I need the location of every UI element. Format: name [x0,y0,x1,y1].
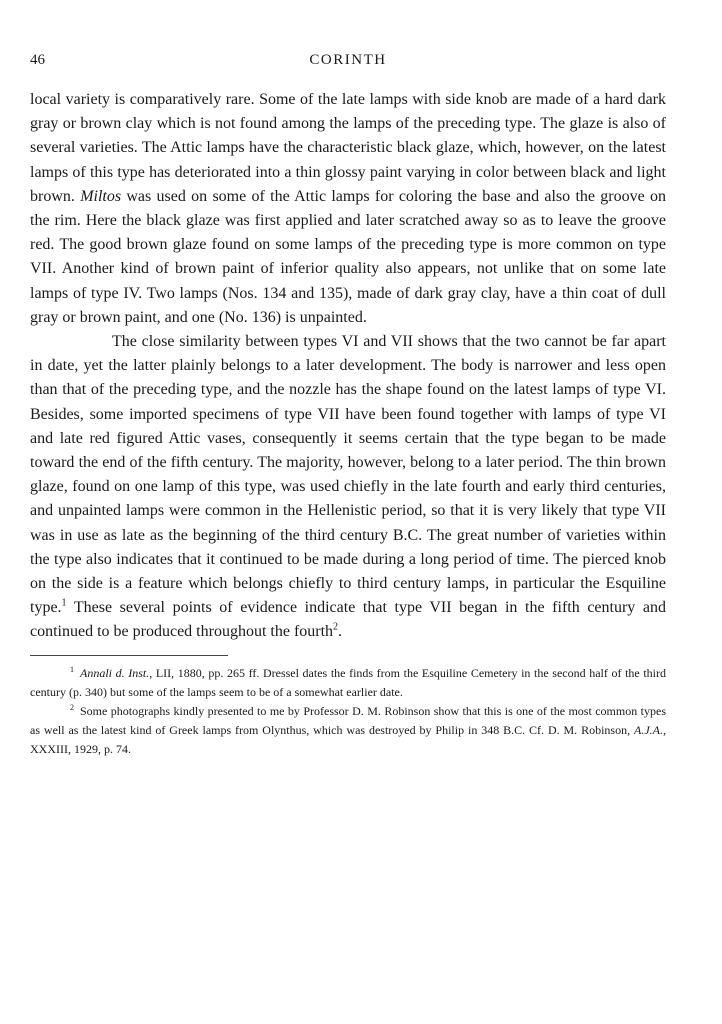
paragraph-2 [30,330,666,645]
paragraph-2-text-b: These several points of evidence indicate that type VII began in the fifth century and continued to be produced throughout the fourth [30,599,666,641]
body-text [30,88,666,645]
footnote-1-text: , LII, 1880, pp. 265 ff. Dressel dates the finds from the Esquiline Cemetery in the second half of the third century (p. 340) but some of the lamps seem to be of a somewhat earlier date. [30,665,667,699]
paragraph-1-text-b: was used on some of the Attic lamps for coloring the base and also the groove on the rim. Here the black glaze was first applied and later scratched away so as to leave the groove red. The good brown glaze found on some lamps of the preceding type is more common on type VII. Another kind of brown paint of inferior quality also appears, not unlike that on some late lamps of type IV. Two lamps (Nos. 134 and 135), made of dark gray clay, have a thin coat of dull gray or brown paint, and one (No. 136) is unpainted. [30,187,666,326]
footnote-1-mark: 1 [70,664,74,674]
footnote-1 [30,664,666,702]
running-title: CORINTH [309,52,387,68]
paragraph-1-text-a: local variety is comparatively rare. Some of the late lamps with side knob are made of a hard dark gray or brown clay which is not found among the lamps of the preceding type. The glaze is also of several varieties. The Attic lamps have the characteristic black glaze, which, however, on the latest lamps of this type has deteriorated into a thin glossy paint varying in color between black and light brown. [30,91,666,205]
paragraph-2-text-a: The close similarity between types VI and VII shows that the two cannot be far apart in date, yet the latter plainly belongs to a later development. The body is narrower and less open than that of the preceding type, and the nozzle has the shape found on the latest lamps of type VI. Besides, some imported specimens of type VII have been found together with lamps of type VI and late red figured Attic vases, consequently it seems certain that the type began to be made toward the end of the fifth century. The majority, however, belong to a later period. The thin brown glaze, found on one lamp of this type, was used chiefly in the late fourth and early third centuries, and unpainted lamps were common in the Hellenistic period, so that it is very likely that type VII was in use as late as the beginning of the third century B.C. The great number of varieties within the type also indicates that it continued to be made during a long period of time. The pierced knob on the side is a feature which belongs chiefly to third century lamps, in particular the Esquiline type. [30,333,666,617]
running-head [30,52,666,82]
footnotes [30,664,666,759]
miltos-term: Miltos [80,187,122,205]
footnote-2 [30,702,666,759]
footnote-divider [30,655,228,656]
footnote-2-text-b: , XXXIII, 1929, p. 74. [30,722,666,756]
paragraph-2-text-c: . [338,623,343,641]
footnote-ref-2[interactable]: 2 [333,622,339,634]
footnote-2-mark: 2 [70,702,74,712]
footnote-2-text-a: Some photographs kindly presented to me by Professor D. M. Robinson show that this is one of the most common types as well as the latest kind of Greek lamps from Olynthus, which was destroyed by Philip in 348 B.C. Cf. D. M. Robinson, [30,703,666,737]
footnote-ref-1[interactable]: 1 [61,597,67,609]
footnote-2-journal: A.J.A. [634,722,663,737]
page-number: 46 [30,52,45,68]
paragraph-1 [30,88,666,330]
page [30,52,666,759]
footnote-1-journal: Annali d. Inst. [80,665,150,680]
